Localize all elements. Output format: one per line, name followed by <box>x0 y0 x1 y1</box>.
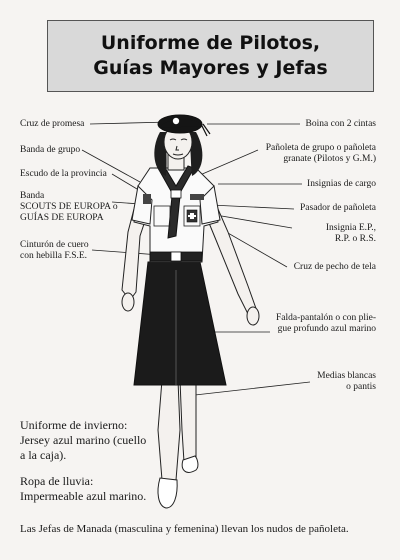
note-lluvia-title: Ropa de lluvia: <box>20 474 94 488</box>
label-cinturon <box>20 240 89 262</box>
label-pasador: Pasador de pañoleta <box>300 203 376 213</box>
label-insignia-ep-line-1: Insignia E.P., <box>325 223 376 233</box>
label-falda-line-2: gue profundo azul marino <box>277 324 376 334</box>
label-panoleta-line-2: granate (Pilotos y G.M.) <box>283 154 376 164</box>
label-banda-line-2: SCOUTS DE EUROPA o <box>20 202 118 212</box>
label-falda <box>276 313 376 335</box>
title-line-2: Guías Mayores y Jefas <box>93 57 328 79</box>
label-banda-grupo: Banda de grupo <box>20 145 81 155</box>
label-insignia-ep <box>326 223 376 245</box>
label-medias-line-1: Medias blancas <box>317 371 376 381</box>
label-insignias-cargo: Insignias de cargo <box>307 179 376 189</box>
label-falda-line-1: Falda-pantalón o con plie- <box>276 313 376 323</box>
label-banda-scouts <box>20 191 118 224</box>
label-cinturon-line-1: Cinturón de cuero <box>20 240 89 250</box>
title-line-1: Uniforme de Pilotos, <box>100 32 321 54</box>
label-cruz-pecho: Cruz de pecho de tela <box>293 262 376 272</box>
note-footer: Las Jefas de Manada (masculina y femenina) llevan los nudos de pañoleta. <box>20 523 349 535</box>
note-invierno <box>20 418 146 463</box>
note-invierno-title: Uniforme de invierno: <box>20 418 128 432</box>
label-boina: Boina con 2 cintas <box>305 119 376 129</box>
label-banda-line-3: GUÍAS DE EUROPA <box>20 213 104 223</box>
label-cinturon-line-2: con hebilla F.S.E. <box>20 251 88 261</box>
label-escudo-provincia: Escudo de la provincia <box>20 169 107 179</box>
label-panoleta <box>266 143 376 165</box>
label-medias <box>317 371 376 393</box>
skirt <box>134 262 226 385</box>
note-lluvia <box>20 474 146 504</box>
label-cruz-promesa: Cruz de promesa <box>20 119 85 129</box>
note-invierno-line-1: Jersey azul marino (cuello <box>20 433 147 447</box>
label-panoleta-line-1: Pañoleta de grupo o pañoleta <box>265 143 376 153</box>
note-invierno-line-2: a la caja). <box>20 448 67 462</box>
label-medias-line-2: o pantis <box>346 382 376 392</box>
label-insignia-ep-line-2: R.P. o R.S. <box>334 234 376 244</box>
note-lluvia-line-1: Impermeable azul marino. <box>20 489 147 503</box>
label-banda-line-1: Banda <box>20 191 45 201</box>
